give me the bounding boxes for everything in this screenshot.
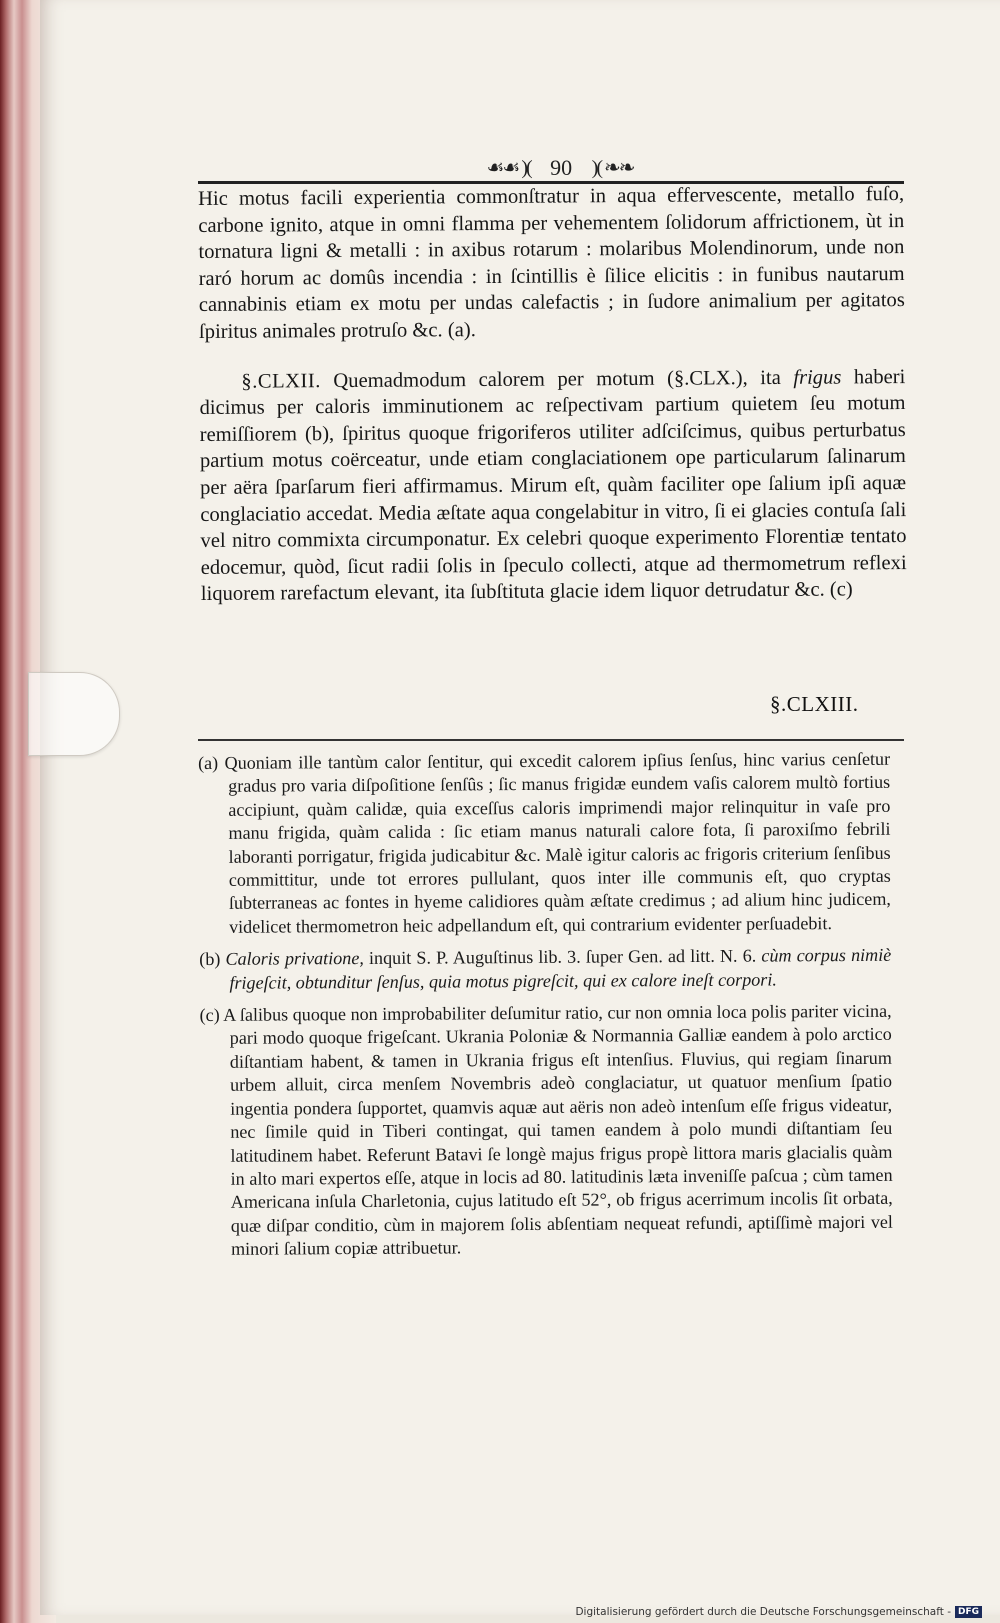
dfg-logo: DFG xyxy=(955,1606,982,1618)
page-number: 90 xyxy=(550,154,573,180)
footnote-a: (a) Quoniam ille tantùm calor ſentitur, qui excedit calorem ipſius ſenſus, hinc varius cenſetur gradus pro varia diſpoſitione ſenſûs ; ſic manus frigidæ eundem vaſis calorem multò fortius accipiunt, quàm calidæ, quia exceſſus caloris imprimendi major relinquitur in vaſe pro manu frigida, quàm calida : ſic etiam manus naturali calore fota, ſi paroxiſmo febrili laboranti porrigatur, frigida judicabitur &c. Malè igitur caloris ac frigoris criterium ſenſibus committitur, unde tot errores pullulant, quos inter ille communis eſt, quo cryptas ſubterraneas ac fontes in hyeme calidiores quàm æſtate credimus ; ad alium hinc judicem, videlicet thermometron heic adpellandum eſt, qui contrarium evidenter perſuadebit. xyxy=(198,748,891,937)
term-frigus: frigus xyxy=(793,366,842,389)
footnote-b-quote-2: cùm corpus nimiè frigeſcit, obtunditur ſenſus, quia motus pigreſcit, qui ex calore ineſt corpori. xyxy=(229,945,892,993)
footnote-b-citation: inquit S. P. Auguſtinus lib. 3. ſuper Gen. ad litt. N. 6. xyxy=(363,945,762,969)
footnote-b xyxy=(199,944,891,995)
paragraph-clxii-b: haberi dicimus per caloris imminutionem ac reſpectivam partium quietem ſeu motum remiſſiorem (b), ſpiritus quoque frigoriferos utiliter adſciſcimus, quibus perturbatus partium motus coërceatur, unde etiam conglaciationem ope particularum ſalinarum per aëra ſparſarum fieri affirmamus. Mirum eſt, quàm faciliter ope ſalium ipſi aquæ conglaciatio accedat. Media æſtate aqua congelabitur in vitro, ſi ei glacies contuſa ſali vel nitro commixta circumponatur. Ex celebri quoque experimento Florentiæ tentato edocemur, quòd, ſicut radii ſolis in ſpeculo collecti, atque ad thermometrum reflexi liquorem rarefactum elevant, ita ſubſtituta glacie idem liquor detrudatur &c. (c) xyxy=(199,365,907,606)
catchword: §.CLXIII. xyxy=(770,692,859,716)
footnote-c: (c) A ſalibus quoque non improbabiliter deſumitur ratio, cur non omnia loca polis pariter vicina, pari modo quoque frigeſcant. Ukrania Poloniæ & Normannia Galliæ eandem à polo arctico diſtantiam habent, & tamen in Ukrania frigus eſt intenſius. Fluvius, qui regiam ſinarum urbem alluit, circa menſem Novembris adeò conglaciatur, ut quatuor menſium ſpatio ingentia pondera ſupportet, quamvis aquæ aut aëris non adeò intenſum eſſe frigus videatur, nec ſimile quid in Tiberi contingat, qui tamen eandem à polo mundi diſtantiam ſeu latitudinem habet. Referunt Batavi ſe longè majus frigus propè littora maris glacialis quàm in alto mari expertos eſſe, atque in locis ad 80. latitudinis læta inveniſſe paſcua ; cùm tamen Americana inſula Charletonia, cujus latitudo eſt 52°, ob frigus acerrimum incolis ſit orbata, quæ diſpar conditio, cùm in majorem ſolis abſentiam nequeat refundi, aptiſſimè majori vel minori ſalium copiæ attribuetur. xyxy=(199,1000,893,1259)
paragraph-motus: Hic motus facili experientia commonſtratur in aqua effervescente, metallo fuſo, carbone ignito, atque in omni flamma per vehementem ſolidorum affrictionem, ùt in tornatura ligni & metalli : in axibus rotarum : molaribus Molendinorum, unde non raró horum ac domûs incendia : in ſcintillis è ſilice elicitis : in funibus nautarum cannabinis etiam ex motu per undas calefactis ; in ſudore animalium per agitatos ſpiritus animales protruſo &c. (a). xyxy=(198,183,905,343)
paragraph-clxii xyxy=(199,364,907,608)
page-marker-tab xyxy=(28,672,120,756)
footnote-b-quote-1: Caloris privatione, xyxy=(225,948,364,970)
footnotes xyxy=(198,748,893,1271)
footer-text: Digitalisierung gefördert durch die Deutsche Forschungsgemeinschaft - xyxy=(575,1606,951,1618)
main-text xyxy=(198,181,907,608)
digitization-footer xyxy=(575,1605,982,1619)
ornament-left-icon: ☙☙ )( xyxy=(486,156,531,179)
footnote-rule xyxy=(198,739,904,741)
ornament-right-icon: )( ❧❧ xyxy=(591,156,634,179)
footnote-b-label: (b) xyxy=(199,949,226,970)
section-heading: §.CLXII. xyxy=(241,369,321,393)
running-header xyxy=(430,150,690,182)
paragraph-clxii-a: Quemadmodum calorem per motum (§.CLX.), ita xyxy=(333,366,794,392)
